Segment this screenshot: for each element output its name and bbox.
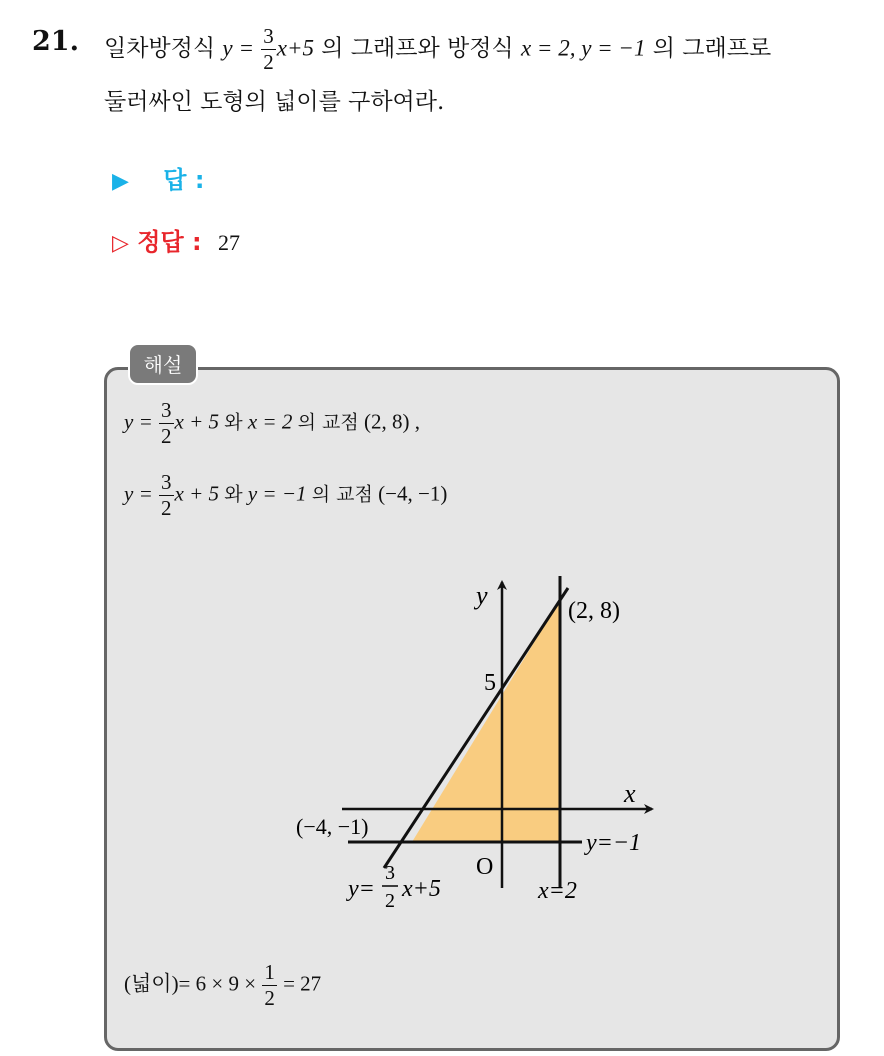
correct-answer-label: 정답 : — [137, 228, 202, 256]
sol2-word1: 와 — [224, 483, 243, 506]
sol1-num: 3 — [161, 398, 172, 422]
label-line-eq-prefix: y= — [348, 876, 375, 902]
question-number: 21. — [32, 26, 79, 57]
sol1-fraction — [159, 400, 174, 447]
question-mid: 의 그래프와 방정식 — [321, 35, 514, 62]
sol1-point: (2, 8) , — [363, 409, 420, 434]
sol2-cond: y = −1 — [247, 481, 307, 506]
origin-label: O — [476, 854, 494, 880]
solution-line-1 — [124, 400, 420, 447]
question-prefix: 일차방정식 — [104, 35, 216, 62]
solution-final — [124, 962, 321, 1009]
final-lead: (넓이)= 6 × 9 × — [124, 971, 257, 996]
question-end: 의 그래프로 — [652, 35, 772, 62]
fraction-denominator: 2 — [263, 50, 274, 74]
final-fraction — [262, 962, 277, 1009]
answer-row — [112, 160, 204, 195]
correct-marker-icon: ▷ — [112, 231, 129, 256]
sol1-rhs: x + 5 — [174, 409, 219, 434]
answer-marker-icon: ▶ — [112, 169, 129, 194]
label-line-eq-suffix: x+5 — [402, 876, 441, 902]
label-line-eq-den: 2 — [385, 890, 395, 912]
question-conditions: x = 2, y = −1 — [520, 35, 646, 61]
sol1-word2: 의 교점 — [297, 411, 359, 434]
question-eq: = — [239, 35, 253, 61]
sol2-word2: 의 교점 — [311, 483, 373, 506]
question-expr-tail: x+5 — [276, 35, 314, 61]
sol2-den: 2 — [161, 496, 172, 520]
graph-figure — [280, 566, 680, 916]
label-x-2: x=2 — [538, 878, 577, 904]
question-y: y — [222, 35, 233, 61]
sol1-word1: 와 — [224, 411, 243, 434]
final-den: 2 — [264, 986, 275, 1010]
solution-line-2 — [124, 472, 447, 519]
correct-answer-value: 27 — [217, 230, 240, 255]
point-label-left: (−4, −1) — [296, 814, 369, 839]
final-num: 1 — [264, 960, 275, 984]
final-tail: = 27 — [283, 971, 322, 996]
sol2-fraction — [159, 472, 174, 519]
answer-label: 답 : — [163, 166, 205, 194]
sol2-rhs: x + 5 — [174, 481, 219, 506]
solution-tab: 해설 — [128, 343, 198, 385]
fraction-numerator: 3 — [263, 24, 274, 48]
question-line-1 — [104, 26, 771, 73]
y-tick-5: 5 — [484, 670, 496, 696]
label-line-eq-num: 3 — [385, 862, 395, 884]
sol2-point: (−4, −1) — [378, 481, 448, 506]
sol2-lhs: y = — [124, 481, 153, 506]
sol1-den: 2 — [161, 424, 172, 448]
point-label-top: (2, 8) — [568, 598, 620, 624]
sol1-cond: x = 2 — [247, 409, 293, 434]
y-axis-label: y — [476, 581, 488, 610]
sol1-lhs: y = — [124, 409, 153, 434]
correct-answer-row — [112, 222, 240, 257]
x-axis-label: x — [624, 779, 636, 808]
question-line-2: 둘러싸인 도형의 넓이를 구하여라. — [104, 89, 445, 115]
label-y-minus-1: y=−1 — [586, 830, 642, 856]
question-fraction — [261, 26, 276, 73]
sol2-num: 3 — [161, 470, 172, 494]
